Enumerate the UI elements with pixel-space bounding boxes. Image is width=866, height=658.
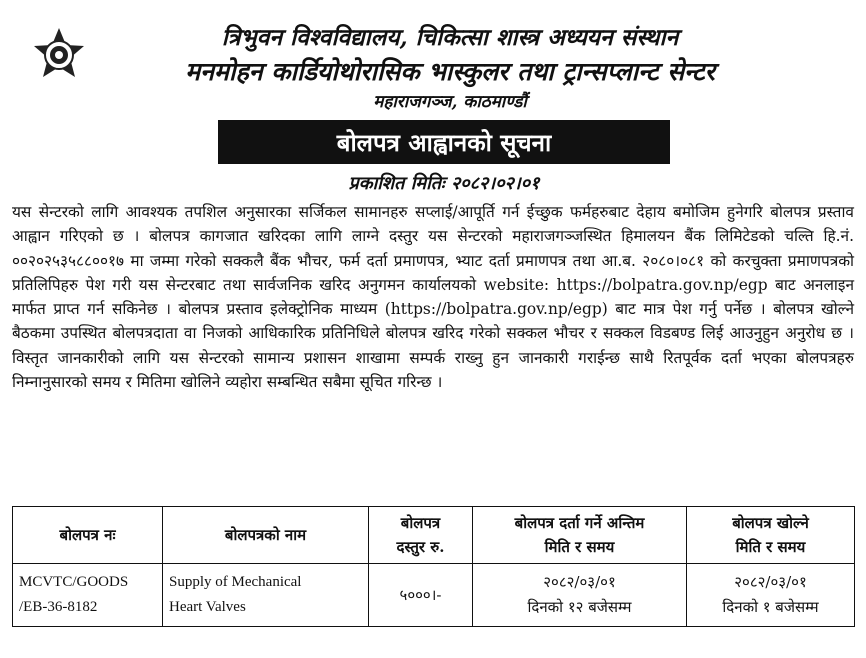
table-header-row (13, 507, 855, 564)
header-opening-line2: मिति र समय (735, 538, 806, 556)
center-address: महाराजगञ्ज, काठमाण्डौं (373, 92, 527, 112)
cell-deadline (473, 564, 687, 627)
tender-name-line2: Heart Valves (169, 599, 246, 615)
notice-body: यस सेन्टरको लागि आवश्यक तपशिल अनुसारका सर्जिकल सामानहरु सप्लाई/आपूर्ति गर्न ईच्छुक फर्महरुबाट देहाय बमोजिम हुनेगरि बोलपत्र प्रस्ताव आह्वान गरिएको छ । बोलपत्र कागजात खरिदका लागि लाग्ने दस्तुर यस सेन्टरको महाराजगञ्जस्थित हिमालयन बैंक लिमिटेडको चल्ति हि.नं. ००२०२५३५८८००१७ मा जम्मा गरेको सक्कलै बैंक भौचर, फर्म दर्ता प्रमाणपत्र, भ्याट दर्ता प्रमाणपत्र तथा आ.ब. २०८०।०८१ को करचुक्ता प्रमाणपत्रको प्रतिलिपिहरु पेश गरी यस सेन्टरबाट तथा सार्वजनिक खरिद अनुगमन कार्यालयको website: https://bolpatra.gov.np/egp बाट अनलाइन मार्फत प्राप्त गर्न सकिनेछ । बोलपत्र प्रस्ताव इलेक्ट्रोनिक माध्यम (https://bolpatra.gov.np/egp) बाट मात्र पेश गर्नु पर्नेछ । बोलपत्र खोल्ने बैठकमा उपस्थित बोलपत्रदाता वा निजको आधिकारिक प्रतिनिधिले बोलपत्र खरिद गरेको सक्कल भौचर र सक्कल विडबण्ड लिई आउनुहुन अनुरोध छ । विस्तृत जानकारीको लागि यस सेन्टरको सामान्य प्रशासन शाखामा सम्पर्क राख्नु हुन जानकारी गराईन्छ साथै रितपूर्वक दर्ता भएका बोलपत्रहरु निम्नानुसारको समय र मितिमा खोलिने व्यहोरा सम्बन्धित सबैमा सूचित गरिन्छ । (12, 203, 854, 392)
published-date: प्रकाशित मितिः २०८२।०२।०१ (348, 173, 540, 194)
university-name: त्रिभुवन विश्वविद्यालय, चिकित्सा शास्त्र अध्ययन संस्थान (221, 24, 679, 51)
header-deadline-line1: बोलपत्र दर्ता गर्ने अन्तिम (514, 514, 645, 532)
center-name: मनमोहन कार्डियोथोरासिक भास्कुलर तथा ट्रान्सप्लान्ट सेन्टर (185, 57, 715, 86)
tender-name-line1: Supply of Mechanical (169, 574, 302, 590)
header-opening (687, 507, 855, 564)
tender-table (12, 506, 855, 627)
cell-tender-no (13, 564, 163, 627)
header-fee-line1: बोलपत्र (400, 514, 441, 532)
table-row (13, 564, 855, 627)
cell-opening (687, 564, 855, 627)
deadline-date: २०८२/०३/०१ (543, 573, 616, 591)
notice-title: बोलपत्र आह्वानको सूचना (218, 120, 670, 164)
header-tender-name: बोलपत्रको नाम (163, 507, 369, 564)
header-deadline-line2: मिति र समय (544, 538, 615, 556)
university-emblem (30, 26, 88, 84)
deadline-time: दिनको १२ बजेसम्म (527, 598, 632, 616)
opening-date: २०८२/०३/०१ (734, 573, 807, 591)
header-fee (369, 507, 473, 564)
opening-time: दिनको १ बजेसम्म (722, 598, 819, 616)
header-tender-no: बोलपत्र नः (13, 507, 163, 564)
tender-no-line1: MCVTC/GOODS (19, 574, 129, 590)
tender-no-line2: /EB-36-8182 (19, 599, 98, 615)
header-deadline (473, 507, 687, 564)
header-opening-line1: बोलपत्र खोल्ने (732, 514, 809, 532)
cell-tender-name (163, 564, 369, 627)
header-fee-line2: दस्तुर रु. (396, 538, 445, 556)
cell-fee: ५०००।- (369, 564, 473, 627)
